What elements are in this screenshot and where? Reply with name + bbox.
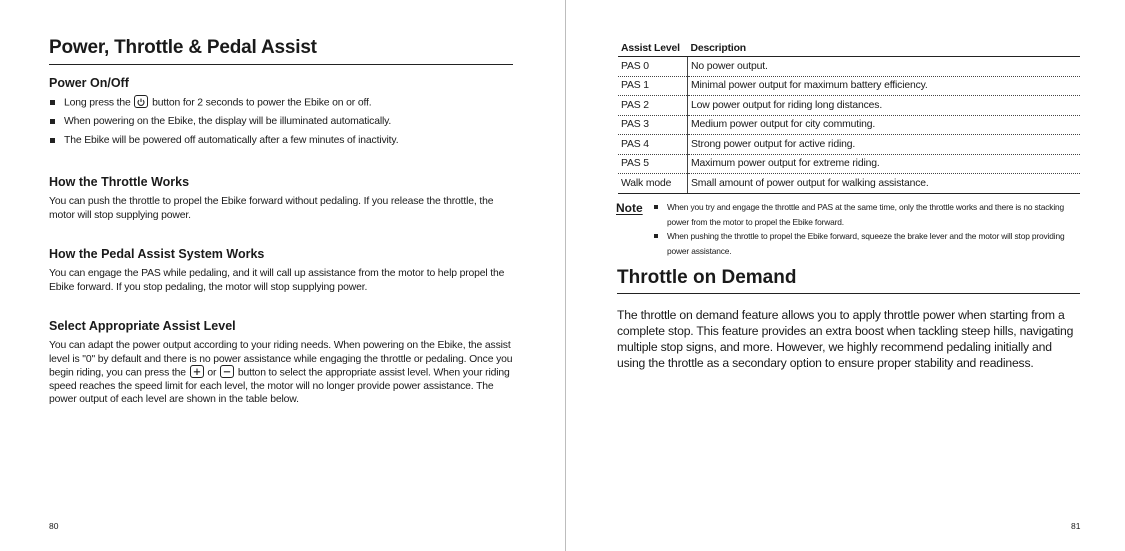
table-row xyxy=(618,174,1080,194)
table-header-row xyxy=(618,39,1080,57)
table-cell-description: No power output. xyxy=(688,57,1081,77)
page-number-left: 80 xyxy=(49,521,59,531)
power-bullet-3: The Ebike will be powered off automatically after a few minutes of inactivity. xyxy=(49,134,519,148)
table-cell-level: PAS 0 xyxy=(618,57,688,77)
table-row xyxy=(618,76,1080,96)
assist-body xyxy=(49,339,519,407)
table-cell-level: PAS 1 xyxy=(618,76,688,96)
table-row xyxy=(618,115,1080,135)
table-row xyxy=(618,96,1080,116)
power-bullet-1-before: Long press the xyxy=(64,97,131,109)
note-item: When pushing the throttle to propel the Ebike forward, squeeze the brake lever and the motor will stop providing power assistance. xyxy=(653,229,1078,258)
page-divider xyxy=(565,0,566,551)
power-bullet-list xyxy=(49,96,519,153)
table-cell-description: Minimal power output for maximum battery efficiency. xyxy=(688,76,1081,96)
table-header-assist-level: Assist Level xyxy=(618,39,688,57)
table-header-description: Description xyxy=(688,39,1081,57)
power-bullet-1 xyxy=(49,96,519,110)
table-cell-level: PAS 5 xyxy=(618,154,688,174)
table-cell-level: PAS 3 xyxy=(618,115,688,135)
assist-heading: Select Appropriate Assist Level xyxy=(49,319,236,333)
plus-icon xyxy=(190,365,204,378)
power-bullet-2: When powering on the Ebike, the display will be illuminated automatically. xyxy=(49,115,519,129)
note-list xyxy=(653,200,1078,258)
page-number-right: 81 xyxy=(1071,521,1081,531)
assist-body-part1: You can adapt the power output according to your riding needs. When powering on the Ebike, the assist level is "0" by default and there is no power assistance while engaging the throttle or pedaling. Once you begin riding, you can press the xyxy=(49,340,513,379)
table-cell-level: PAS 4 xyxy=(618,135,688,155)
throttle-on-demand-body: The throttle on demand feature allows you to apply throttle power when starting from a complete stop. This feature provides an extra boost when tackling steep hills, navigating multiple stop signs, and more. However, we highly recommend pedaling initially and using the throttle as a secondary option to ensure proper stability and readiness. xyxy=(617,308,1074,370)
minus-icon xyxy=(220,365,234,378)
table-cell-level: PAS 2 xyxy=(618,96,688,116)
chapter-title: Power, Throttle & Pedal Assist xyxy=(49,37,513,65)
power-heading: Power On/Off xyxy=(49,76,129,90)
table-cell-description: Maximum power output for extreme riding. xyxy=(688,154,1081,174)
power-bullet-1-after: button for 2 seconds to power the Ebike on or off. xyxy=(152,97,372,109)
table-cell-level: Walk mode xyxy=(618,174,688,194)
table-cell-description: Medium power output for city commuting. xyxy=(688,115,1081,135)
table-cell-description: Strong power output for active riding. xyxy=(688,135,1081,155)
throttle-body: You can push the throttle to propel the Ebike forward without pedaling. If you release the throttle, the motor will stop supplying power. xyxy=(49,196,494,221)
table-row xyxy=(618,57,1080,77)
assist-body-part2: button to select the appropriate assist level. When your riding speed reaches the speed limit for each level, the motor will no longer provide power assistance. The power output of each level are shown in the table below. xyxy=(49,367,510,406)
table-row xyxy=(618,154,1080,174)
table-row xyxy=(618,135,1080,155)
assist-body-or: or xyxy=(207,367,217,379)
assist-level-table xyxy=(618,39,1080,194)
power-icon xyxy=(134,95,148,108)
throttle-on-demand-title: Throttle on Demand xyxy=(617,267,1080,294)
pas-heading: How the Pedal Assist System Works xyxy=(49,247,265,261)
table-cell-description: Low power output for riding long distances. xyxy=(688,96,1081,116)
throttle-heading: How the Throttle Works xyxy=(49,175,190,189)
pas-body: You can engage the PAS while pedaling, and it will call up assistance from the motor to help propel the Ebike forward. If you stop pedaling, the motor will stop supplying power. xyxy=(49,268,505,293)
note-item: When you try and engage the throttle and PAS at the same time, only the throttle works and there is no stacking power from the motor to propel the Ebike forward. xyxy=(653,200,1078,229)
note-label: Note xyxy=(616,201,643,215)
table-cell-description: Small amount of power output for walking assistance. xyxy=(688,174,1081,194)
